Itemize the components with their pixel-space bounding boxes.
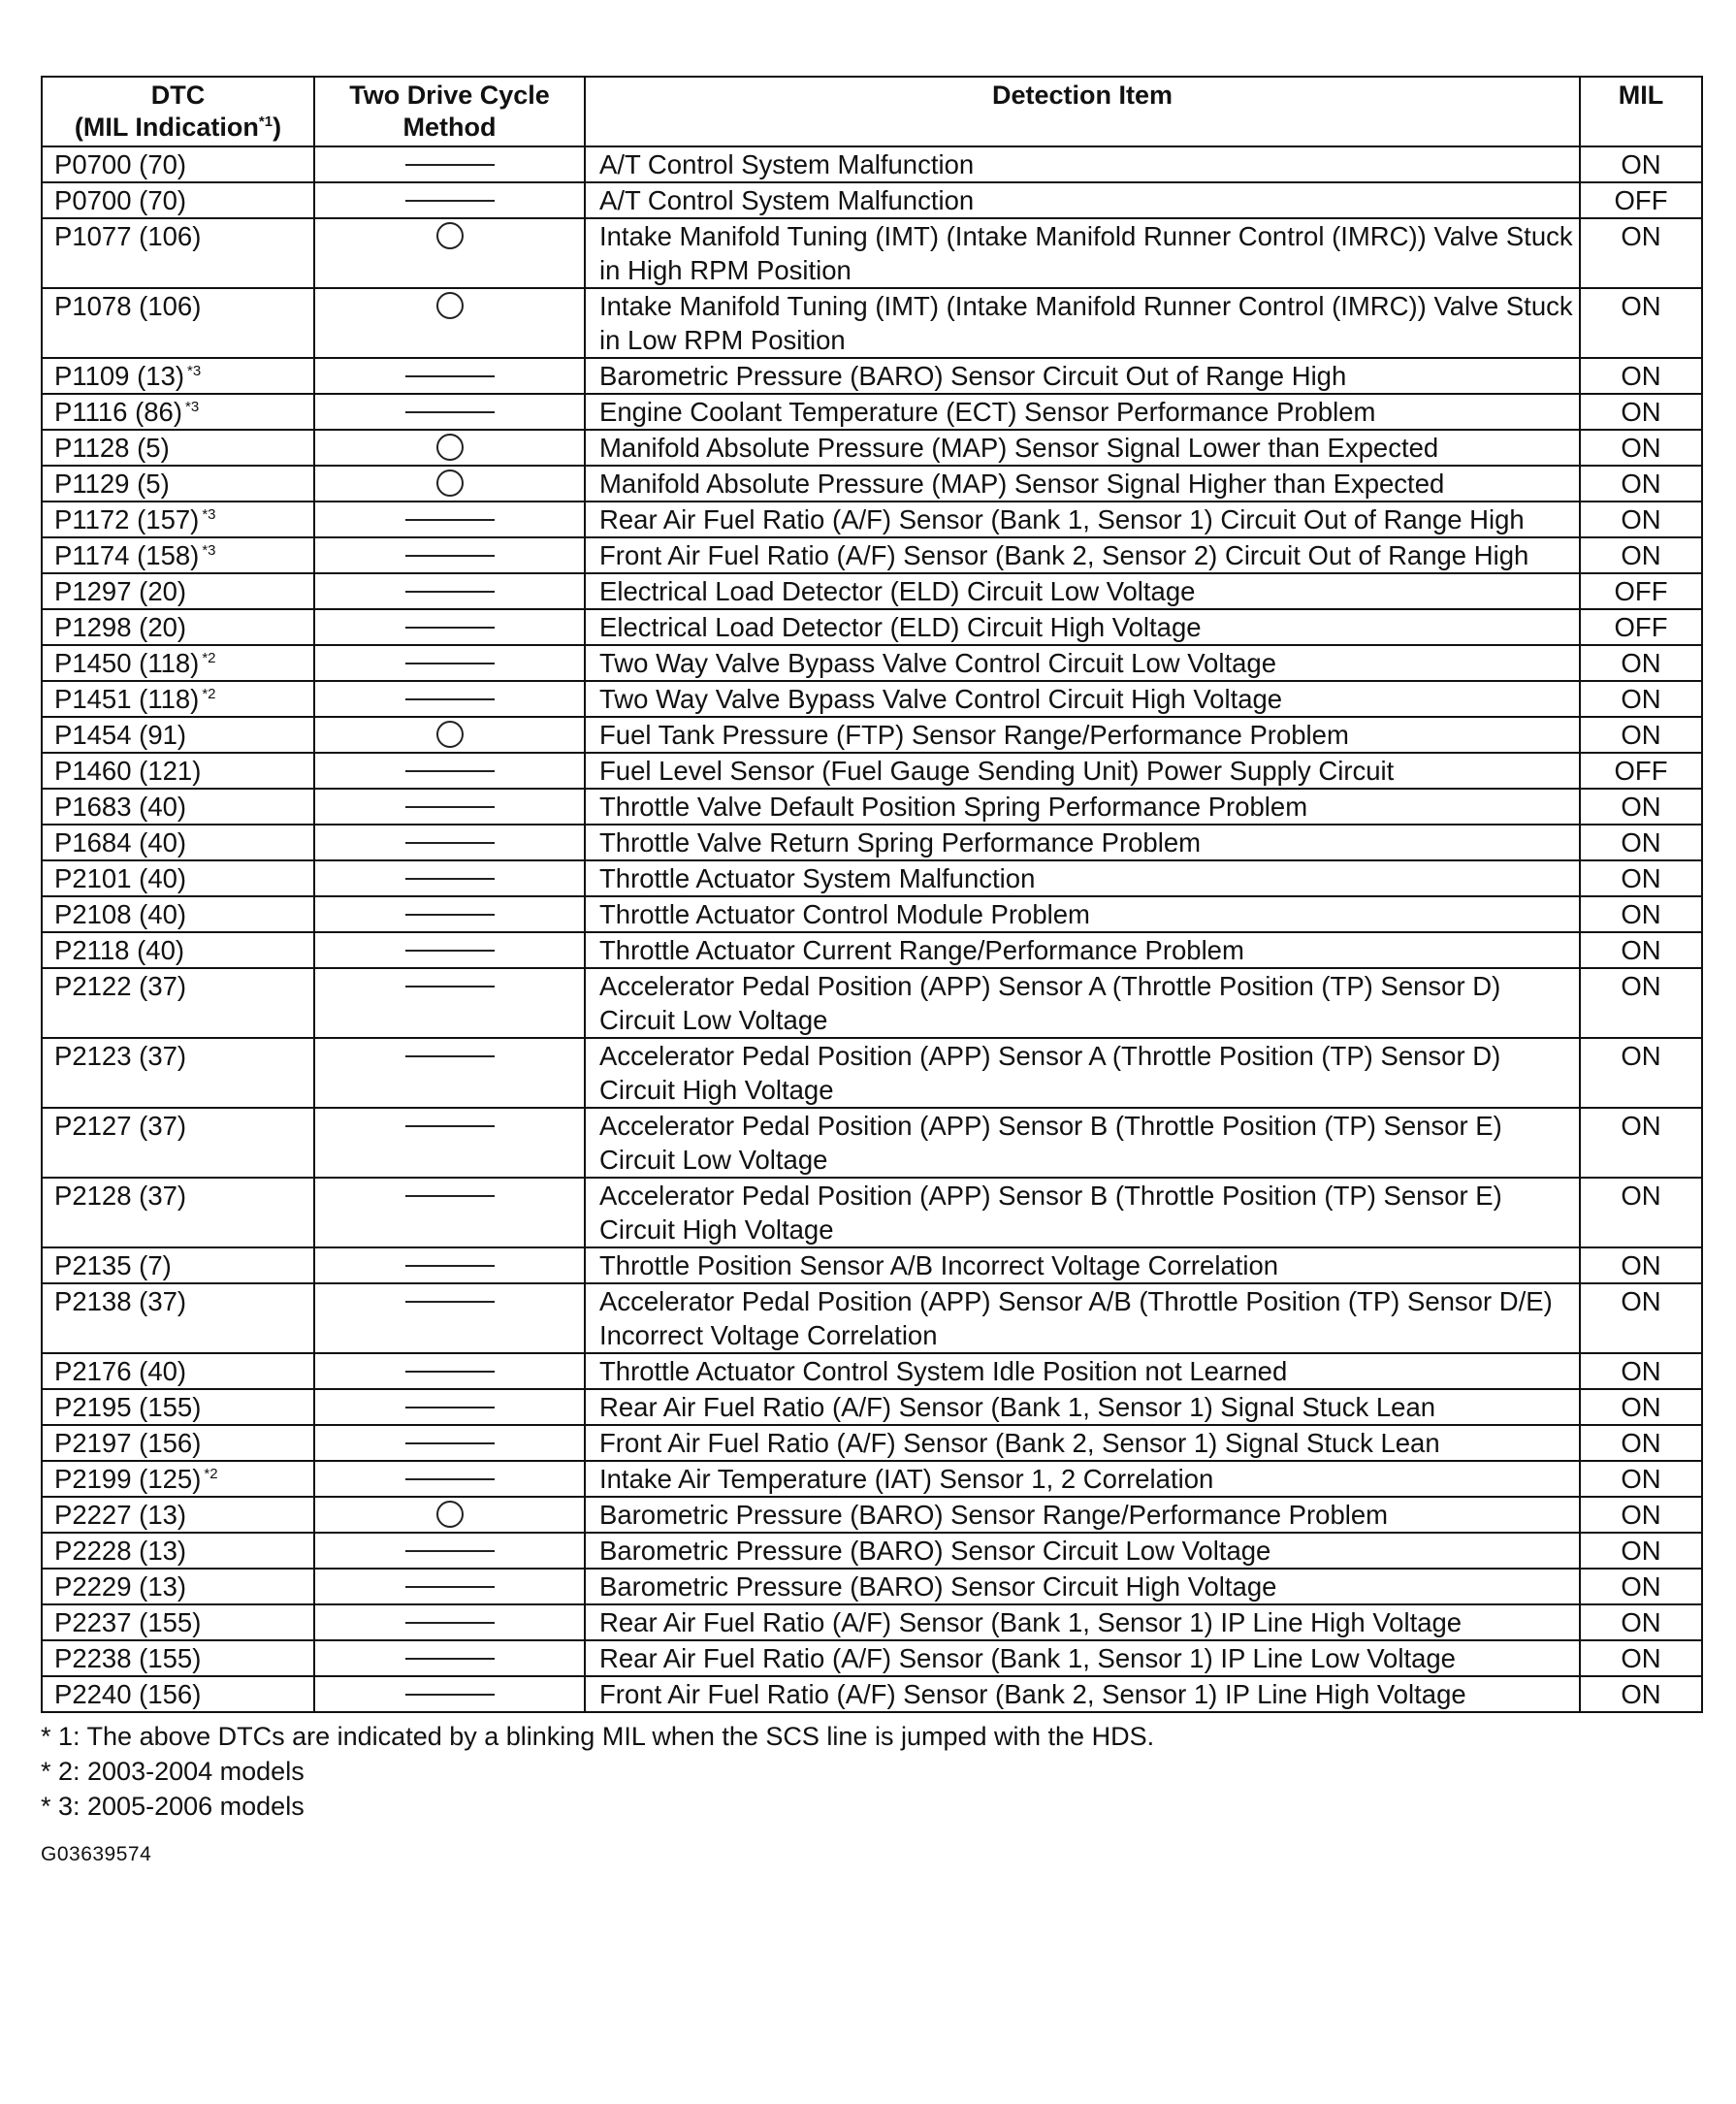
mil-cell: OFF (1580, 573, 1702, 609)
mil-cell: OFF (1580, 609, 1702, 645)
dash-mark-icon (405, 986, 495, 987)
mil-cell: ON (1580, 288, 1702, 358)
detection-item-cell: Engine Coolant Temperature (ECT) Sensor Performance Problem (585, 394, 1580, 430)
table-row (42, 681, 1702, 717)
detection-item-cell: Accelerator Pedal Position (APP) Sensor B (Throttle Position (TP) Sensor E) Circuit High Voltage (585, 1178, 1580, 1247)
method-cell (314, 825, 585, 860)
detection-item-cell: Intake Manifold Tuning (IMT) (Intake Manifold Runner Control (IMRC)) Valve Stuck in High RPM Position (585, 218, 1580, 288)
detection-item-cell: Rear Air Fuel Ratio (A/F) Sensor (Bank 1, Sensor 1) IP Line High Voltage (585, 1604, 1580, 1640)
dtc-cell (42, 466, 314, 502)
footnote-2: * 2: 2003-2004 models (41, 1757, 305, 1786)
mil-cell: OFF (1580, 182, 1702, 218)
dtc-code: P0700 (70) (54, 149, 187, 179)
dtc-cell (42, 609, 314, 645)
table-row (42, 288, 1702, 358)
dtc-code: P1077 (106) (54, 221, 202, 251)
table-row (42, 1461, 1702, 1497)
dash-mark-icon (405, 1478, 495, 1480)
detection-item-cell: Accelerator Pedal Position (APP) Sensor A (Throttle Position (TP) Sensor D) Circuit Low Voltage (585, 968, 1580, 1038)
dash-mark-icon (405, 1125, 495, 1127)
table-row (42, 968, 1702, 1038)
method-cell (314, 1640, 585, 1676)
detection-item-cell: Throttle Valve Default Position Spring Performance Problem (585, 789, 1580, 825)
dtc-cell (42, 1283, 314, 1353)
table-row (42, 825, 1702, 860)
mil-cell: ON (1580, 146, 1702, 182)
dash-mark-icon (405, 1371, 495, 1373)
dtc-code: P1297 (20) (54, 576, 187, 606)
mil-cell: ON (1580, 1178, 1702, 1247)
table-row (42, 358, 1702, 394)
dtc-table (41, 76, 1703, 1713)
header-method (314, 77, 585, 146)
dtc-code: P2101 (40) (54, 863, 187, 893)
mil-cell: ON (1580, 1569, 1702, 1604)
dtc-code: P2229 (13) (54, 1571, 187, 1602)
mil-cell: ON (1580, 466, 1702, 502)
dash-mark-icon (405, 1622, 495, 1624)
method-cell (314, 1604, 585, 1640)
dash-mark-icon (405, 806, 495, 808)
table-row (42, 1178, 1702, 1247)
dtc-code: P1172 (157) (54, 504, 200, 534)
method-cell (314, 681, 585, 717)
dtc-cell (42, 860, 314, 896)
header-dtc-footnote-mark: *1 (258, 113, 273, 130)
table-row (42, 1247, 1702, 1283)
table-row (42, 466, 1702, 502)
mil-cell: ON (1580, 1604, 1702, 1640)
method-cell (314, 537, 585, 573)
method-cell (314, 609, 585, 645)
dash-mark-icon (405, 878, 495, 880)
table-row (42, 1353, 1702, 1389)
detection-item-cell: A/T Control System Malfunction (585, 182, 1580, 218)
mil-cell: ON (1580, 430, 1702, 466)
dtc-code: P1109 (13) (54, 361, 185, 391)
table-row (42, 1108, 1702, 1178)
dash-mark-icon (405, 555, 495, 557)
mil-cell: ON (1580, 1640, 1702, 1676)
dash-mark-icon (405, 1658, 495, 1660)
dtc-cell (42, 825, 314, 860)
detection-item-cell: Barometric Pressure (BARO) Sensor Circuit Low Voltage (585, 1533, 1580, 1569)
dtc-code: P1450 (118) (54, 648, 200, 678)
dtc-code: P2108 (40) (54, 899, 187, 929)
dtc-cell (42, 218, 314, 288)
method-cell (314, 430, 585, 466)
circle-mark-icon (436, 1501, 464, 1528)
dtc-cell (42, 1389, 314, 1425)
detection-item-cell: Front Air Fuel Ratio (A/F) Sensor (Bank 2, Sensor 1) Signal Stuck Lean (585, 1425, 1580, 1461)
table-row (42, 573, 1702, 609)
table-row (42, 218, 1702, 288)
mil-cell: ON (1580, 1353, 1702, 1389)
dash-mark-icon (405, 411, 495, 413)
detection-item-cell: Two Way Valve Bypass Valve Control Circuit High Voltage (585, 681, 1580, 717)
document (41, 76, 1701, 1866)
dtc-cell (42, 1569, 314, 1604)
mil-cell: ON (1580, 645, 1702, 681)
method-cell (314, 896, 585, 932)
table-row (42, 182, 1702, 218)
dtc-code: P2118 (40) (54, 935, 185, 965)
method-cell (314, 182, 585, 218)
detection-item-cell: Fuel Tank Pressure (FTP) Sensor Range/Performance Problem (585, 717, 1580, 753)
method-cell (314, 502, 585, 537)
table-row (42, 1389, 1702, 1425)
table-row (42, 1425, 1702, 1461)
method-cell (314, 1038, 585, 1108)
dtc-cell (42, 1533, 314, 1569)
mil-cell: ON (1580, 896, 1702, 932)
footnote-3: * 3: 2005-2006 models (41, 1792, 305, 1821)
detection-item-cell: Throttle Actuator System Malfunction (585, 860, 1580, 896)
detection-item-cell: Throttle Valve Return Spring Performance Problem (585, 825, 1580, 860)
detection-item-cell: Barometric Pressure (BARO) Sensor Circuit Out of Range High (585, 358, 1580, 394)
dtc-code: P1298 (20) (54, 612, 187, 642)
dash-mark-icon (405, 1694, 495, 1696)
dtc-code: P2135 (7) (54, 1250, 172, 1280)
dtc-footnote-mark: *2 (202, 685, 216, 702)
table-row (42, 394, 1702, 430)
dtc-footnote-mark: *3 (202, 505, 216, 523)
dtc-code: P2197 (156) (54, 1428, 202, 1458)
dtc-cell (42, 288, 314, 358)
detection-item-cell: Accelerator Pedal Position (APP) Sensor A/B (Throttle Position (TP) Sensor D/E) Incorrect Voltage Correlation (585, 1283, 1580, 1353)
mil-cell: ON (1580, 1038, 1702, 1108)
dtc-code: P2128 (37) (54, 1181, 187, 1211)
dtc-cell (42, 1640, 314, 1676)
method-cell (314, 968, 585, 1038)
table-row (42, 1676, 1702, 1712)
dtc-cell (42, 1178, 314, 1247)
dash-mark-icon (405, 627, 495, 629)
dash-mark-icon (405, 375, 495, 377)
circle-mark-icon (436, 222, 464, 249)
method-cell (314, 1497, 585, 1533)
mil-cell: ON (1580, 1425, 1702, 1461)
dtc-cell (42, 789, 314, 825)
dtc-code: P1129 (5) (54, 469, 170, 499)
dtc-code: P1684 (40) (54, 827, 187, 858)
dash-mark-icon (405, 698, 495, 700)
table-row (42, 645, 1702, 681)
method-cell (314, 394, 585, 430)
mil-cell: ON (1580, 1676, 1702, 1712)
mil-cell: ON (1580, 1461, 1702, 1497)
dtc-cell (42, 394, 314, 430)
table-row (42, 896, 1702, 932)
footnote-1: * 1: The above DTCs are indicated by a blinking MIL when the SCS line is jumped with the HDS. (41, 1722, 1155, 1751)
dtc-code: P1128 (5) (54, 433, 170, 463)
method-cell (314, 717, 585, 753)
dtc-cell (42, 681, 314, 717)
method-cell (314, 466, 585, 502)
method-cell (314, 1425, 585, 1461)
circle-mark-icon (436, 434, 464, 461)
detection-item-cell: Rear Air Fuel Ratio (A/F) Sensor (Bank 1, Sensor 1) IP Line Low Voltage (585, 1640, 1580, 1676)
table-row (42, 932, 1702, 968)
dtc-code: P2176 (40) (54, 1356, 187, 1386)
dash-mark-icon (405, 1442, 495, 1444)
dash-mark-icon (405, 1586, 495, 1588)
detection-item-cell: Electrical Load Detector (ELD) Circuit Low Voltage (585, 573, 1580, 609)
dtc-cell (42, 968, 314, 1038)
detection-item-cell: Two Way Valve Bypass Valve Control Circuit Low Voltage (585, 645, 1580, 681)
method-cell (314, 860, 585, 896)
table-row (42, 860, 1702, 896)
method-cell (314, 1461, 585, 1497)
dtc-footnote-mark: *3 (184, 398, 200, 415)
dtc-cell (42, 182, 314, 218)
method-cell (314, 1389, 585, 1425)
detection-item-cell: Intake Air Temperature (IAT) Sensor 1, 2 Correlation (585, 1461, 1580, 1497)
dtc-cell (42, 502, 314, 537)
table-body (42, 146, 1702, 1712)
dash-mark-icon (405, 1407, 495, 1408)
table-row (42, 1497, 1702, 1533)
detection-item-cell: Throttle Actuator Current Range/Performance Problem (585, 932, 1580, 968)
method-cell (314, 932, 585, 968)
dtc-code: P1174 (158) (54, 540, 200, 570)
detection-item-cell: Barometric Pressure (BARO) Sensor Range/Performance Problem (585, 1497, 1580, 1533)
dtc-cell (42, 146, 314, 182)
detection-item-cell: Barometric Pressure (BARO) Sensor Circuit High Voltage (585, 1569, 1580, 1604)
header-dtc (42, 77, 314, 146)
dtc-cell (42, 932, 314, 968)
dtc-code: P1460 (121) (54, 756, 202, 786)
table-row (42, 1533, 1702, 1569)
table-header-row (42, 77, 1702, 146)
detection-item-cell: Front Air Fuel Ratio (A/F) Sensor (Bank 2, Sensor 2) Circuit Out of Range High (585, 537, 1580, 573)
dash-mark-icon (405, 1265, 495, 1267)
dtc-cell (42, 358, 314, 394)
table-row (42, 537, 1702, 573)
table-row (42, 1283, 1702, 1353)
mil-cell: ON (1580, 1389, 1702, 1425)
dtc-code: P2138 (37) (54, 1286, 187, 1316)
dtc-footnote-mark: *2 (204, 1465, 218, 1482)
method-cell (314, 1353, 585, 1389)
dash-mark-icon (405, 770, 495, 772)
header-mil: MIL (1580, 77, 1702, 146)
dash-mark-icon (405, 1195, 495, 1197)
method-cell (314, 1247, 585, 1283)
header-dtc-line1: DTC (150, 81, 206, 110)
mil-cell: ON (1580, 825, 1702, 860)
table-row (42, 609, 1702, 645)
dtc-code: P1683 (40) (54, 792, 187, 822)
method-cell (314, 789, 585, 825)
header-dtc-line2: (MIL Indication$^{*1}$) (74, 113, 282, 142)
footnotes (41, 1719, 1701, 1824)
dtc-cell (42, 573, 314, 609)
mil-cell: ON (1580, 218, 1702, 288)
dtc-cell (42, 717, 314, 753)
method-cell (314, 218, 585, 288)
circle-mark-icon (436, 292, 464, 319)
dtc-code: P2123 (37) (54, 1041, 187, 1071)
dash-mark-icon (405, 663, 495, 664)
mil-cell: ON (1580, 717, 1702, 753)
mil-cell: ON (1580, 860, 1702, 896)
dtc-cell (42, 1353, 314, 1389)
header-method-line1: Two Drive Cycle (349, 81, 550, 110)
circle-mark-icon (436, 721, 464, 748)
mil-cell: ON (1580, 394, 1702, 430)
method-cell (314, 288, 585, 358)
mil-cell: ON (1580, 1497, 1702, 1533)
mil-cell: ON (1580, 932, 1702, 968)
header-method-line2: Method (402, 113, 497, 142)
dtc-code: P2195 (155) (54, 1392, 202, 1422)
dash-mark-icon (405, 1055, 495, 1057)
figure-id: G03639574 (41, 1843, 152, 1865)
dtc-cell (42, 645, 314, 681)
detection-item-cell: Throttle Actuator Control Module Problem (585, 896, 1580, 932)
detection-item-cell: Rear Air Fuel Ratio (A/F) Sensor (Bank 1, Sensor 1) Signal Stuck Lean (585, 1389, 1580, 1425)
dash-mark-icon (405, 200, 495, 202)
dash-mark-icon (405, 164, 495, 166)
table-row (42, 1038, 1702, 1108)
mil-cell: ON (1580, 968, 1702, 1038)
mil-cell: ON (1580, 358, 1702, 394)
mil-cell: ON (1580, 1533, 1702, 1569)
method-cell (314, 358, 585, 394)
mil-cell: ON (1580, 1108, 1702, 1178)
dtc-code: P2199 (125) (54, 1464, 202, 1494)
dtc-code: P2228 (13) (54, 1536, 187, 1566)
dtc-code: P2237 (155) (54, 1607, 202, 1637)
detection-item-cell: Electrical Load Detector (ELD) Circuit High Voltage (585, 609, 1580, 645)
dtc-code: P2238 (155) (54, 1643, 202, 1673)
table-row (42, 753, 1702, 789)
method-cell (314, 573, 585, 609)
mil-cell: ON (1580, 1247, 1702, 1283)
mil-cell: OFF (1580, 753, 1702, 789)
method-cell (314, 1533, 585, 1569)
dtc-cell (42, 1461, 314, 1497)
dtc-cell (42, 1247, 314, 1283)
dtc-cell (42, 1108, 314, 1178)
dtc-code: P1451 (118) (54, 684, 200, 714)
detection-item-cell: Intake Manifold Tuning (IMT) (Intake Manifold Runner Control (IMRC)) Valve Stuck in Low RPM Position (585, 288, 1580, 358)
dtc-code: P2240 (156) (54, 1679, 202, 1709)
dash-mark-icon (405, 950, 495, 952)
table-row (42, 1640, 1702, 1676)
dash-mark-icon (405, 914, 495, 916)
table-row (42, 1569, 1702, 1604)
table-row (42, 146, 1702, 182)
detection-item-cell: Manifold Absolute Pressure (MAP) Sensor Signal Lower than Expected (585, 430, 1580, 466)
detection-item-cell: Rear Air Fuel Ratio (A/F) Sensor (Bank 1, Sensor 1) Circuit Out of Range High (585, 502, 1580, 537)
detection-item-cell: Throttle Actuator Control System Idle Position not Learned (585, 1353, 1580, 1389)
mil-cell: ON (1580, 537, 1702, 573)
detection-item-cell: Front Air Fuel Ratio (A/F) Sensor (Bank 2, Sensor 1) IP Line High Voltage (585, 1676, 1580, 1712)
detection-item-cell: Fuel Level Sensor (Fuel Gauge Sending Unit) Power Supply Circuit (585, 753, 1580, 789)
dtc-cell (42, 1497, 314, 1533)
dtc-code: P0700 (70) (54, 185, 187, 215)
table-row (42, 1604, 1702, 1640)
dtc-cell (42, 896, 314, 932)
detection-item-cell: A/T Control System Malfunction (585, 146, 1580, 182)
table-row (42, 430, 1702, 466)
dash-mark-icon (405, 1550, 495, 1552)
dtc-code: P1454 (91) (54, 720, 187, 750)
detection-item-cell: Accelerator Pedal Position (APP) Sensor A (Throttle Position (TP) Sensor D) Circuit High Voltage (585, 1038, 1580, 1108)
method-cell (314, 1283, 585, 1353)
detection-item-cell: Accelerator Pedal Position (APP) Sensor B (Throttle Position (TP) Sensor E) Circuit Low Voltage (585, 1108, 1580, 1178)
dash-mark-icon (405, 591, 495, 593)
method-cell (314, 645, 585, 681)
dtc-cell (42, 1604, 314, 1640)
circle-mark-icon (436, 469, 464, 497)
table-row (42, 789, 1702, 825)
dtc-cell (42, 1425, 314, 1461)
dtc-footnote-mark: *3 (187, 362, 202, 379)
mil-cell: ON (1580, 502, 1702, 537)
method-cell (314, 753, 585, 789)
dash-mark-icon (405, 1301, 495, 1303)
dtc-cell (42, 753, 314, 789)
method-cell (314, 1108, 585, 1178)
dash-mark-icon (405, 519, 495, 521)
dtc-code: P2227 (13) (54, 1500, 187, 1530)
dtc-footnote-mark: *3 (202, 541, 216, 559)
dtc-code: P2127 (37) (54, 1111, 187, 1141)
mil-cell: ON (1580, 789, 1702, 825)
mil-cell: ON (1580, 681, 1702, 717)
dtc-code: P2122 (37) (54, 971, 187, 1001)
dash-mark-icon (405, 842, 495, 844)
dtc-cell (42, 430, 314, 466)
dtc-cell (42, 537, 314, 573)
method-cell (314, 146, 585, 182)
table-row (42, 717, 1702, 753)
method-cell (314, 1676, 585, 1712)
dtc-cell (42, 1676, 314, 1712)
header-detection-item: Detection Item (585, 77, 1580, 146)
method-cell (314, 1569, 585, 1604)
dtc-footnote-mark: *2 (202, 649, 216, 666)
detection-item-cell: Throttle Position Sensor A/B Incorrect Voltage Correlation (585, 1247, 1580, 1283)
detection-item-cell: Manifold Absolute Pressure (MAP) Sensor Signal Higher than Expected (585, 466, 1580, 502)
dtc-code: P1116 (86) (54, 397, 182, 427)
method-cell (314, 1178, 585, 1247)
dtc-code: P1078 (106) (54, 291, 202, 321)
dtc-cell (42, 1038, 314, 1108)
mil-cell: ON (1580, 1283, 1702, 1353)
table-row (42, 502, 1702, 537)
